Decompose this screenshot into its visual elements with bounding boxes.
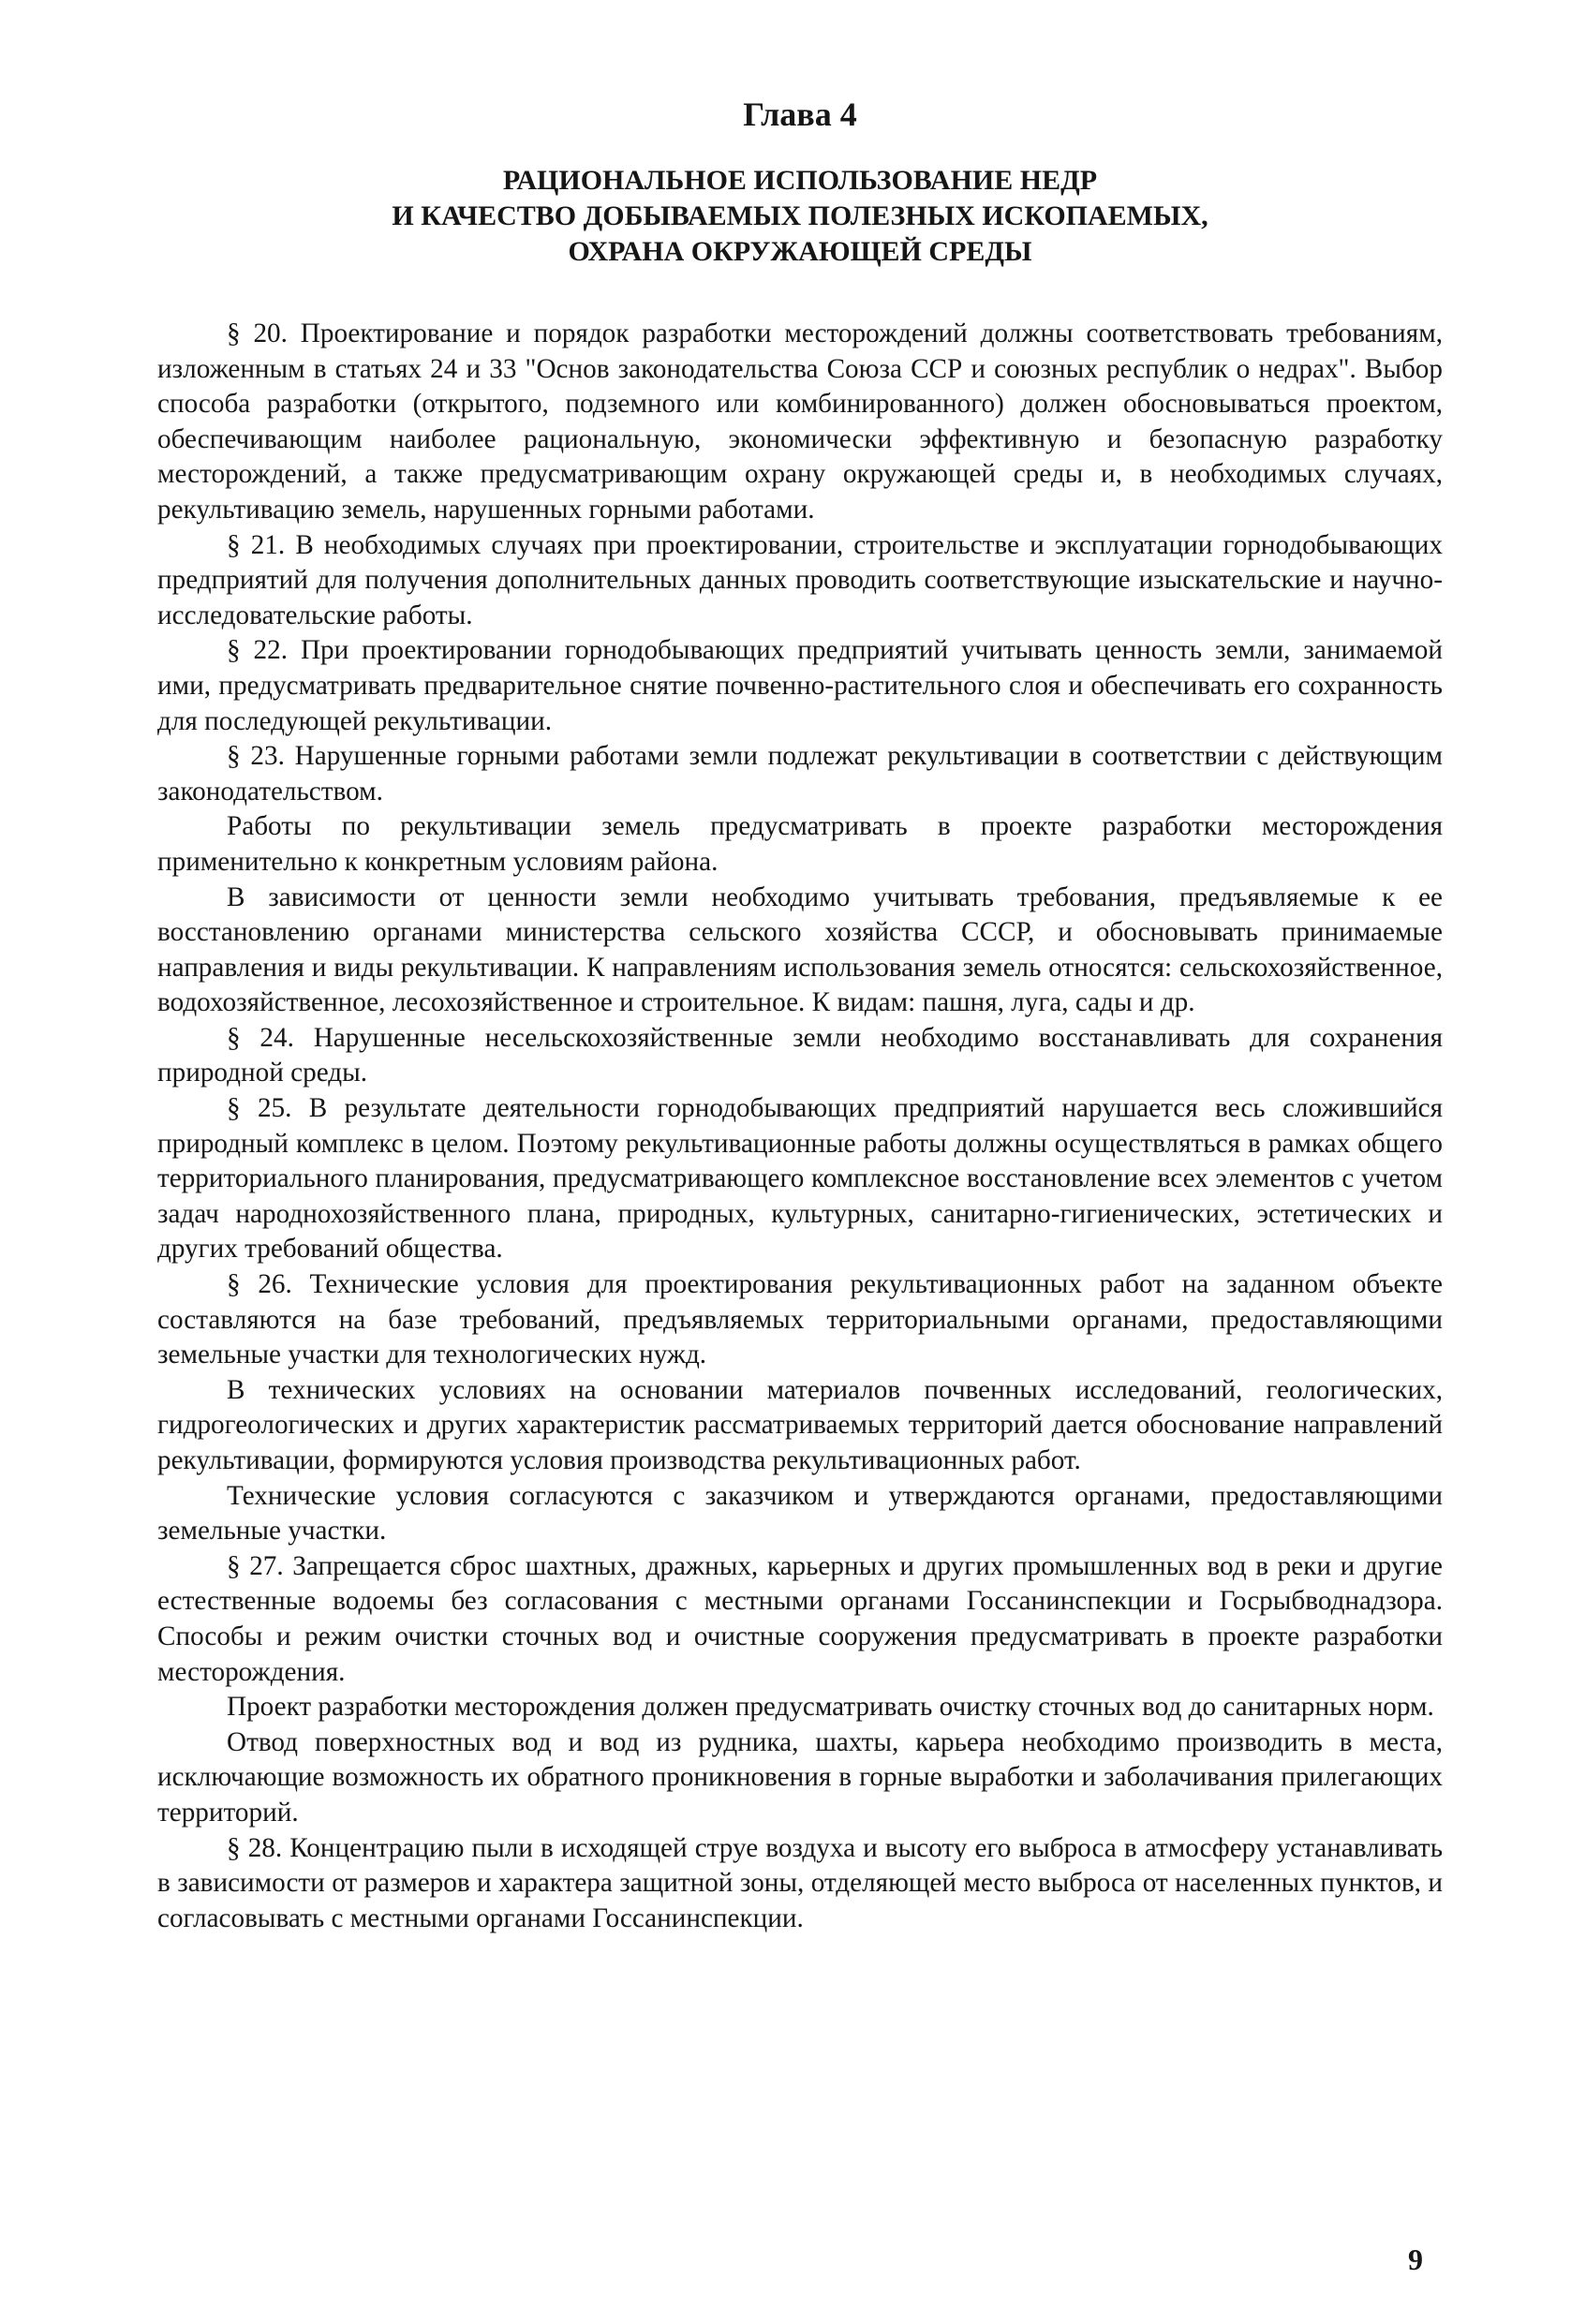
- heading-line: ОХРАНА ОКРУЖАЮЩЕЙ СРЕДЫ: [568, 236, 1032, 267]
- paragraph: Отвод поверхностных вод и вод из рудника, шахты, карьера необходимо производить в места, исключающие возможность их обратного проникновения в горные выработки и заболачивания прилегающих территорий.: [157, 1726, 1443, 1828]
- paragraph-section-27: § 27. Запрещается сброс шахтных, дражных, карьерных и других промышленных вод в реки и другие естественные водоемы без согласования с местными органами Госсанинспекции и Госрыбводнадзора. Способы и режим очистки сточных вод и очистные сооружения предусматривать в проекте разработки месторождения.: [157, 1550, 1443, 1687]
- paragraph: В зависимости от ценности земли необходимо учитывать требования, предъявляемые к ее восстановлению органами министерства сельского хозяйства СССР, и обосновывать принимаемые направления и виды рекультивации. К направлениям использования земель относятся: сельскохозяйственное, водохозяйственное, лесохозяйственное и строительное. К видам: пашня, луга, сады и др.: [157, 881, 1443, 1018]
- paragraph-section-26: § 26. Технические условия для проектирования рекультивационных работ на заданном объекте составляются на базе требований, предъявляемых территориальными органами, предоставляющими земельные участки для технологических нужд.: [157, 1269, 1443, 1370]
- heading-line: И КАЧЕСТВО ДОБЫВАЕМЫХ ПОЛЕЗНЫХ ИСКОПАЕМЫХ,: [392, 200, 1208, 231]
- paragraph: В технических условиях на основании материалов почвенных исследований, геологических, гидрогеологических и других характеристик рассматриваемых территорий дается обоснование направлений рекультивации, формируются условия производства рекультивационных работ.: [157, 1374, 1443, 1475]
- paragraph-section-20: § 20. Проектирование и порядок разработки месторождений должны соответствовать требованиям, изложенным в статьях 24 и 33 "Основ законодательства Союза ССР и союзных республик о недрах". Выбор способа разработки (открытого, подземного или комбинированного) должен обосновываться проектом, обеспечивающим наиболее рациональную, экономически эффективную и безопасную разработку месторождений, а также предусматривающим охрану окружающей среды и, в необходимых случаях, рекультивацию земель, нарушенных горными работами.: [157, 318, 1443, 525]
- document-page: [157, 94, 1443, 1936]
- chapter-title: Глава 4: [743, 96, 857, 133]
- heading-line: РАЦИОНАЛЬНОЕ ИСПОЛЬЗОВАНИЕ НЕДР: [502, 165, 1098, 196]
- paragraph-section-22: § 22. При проектировании горнодобывающих предприятий учитывать ценность земли, занимаемой ими, предусматривать предварительное снятие почвенно-растительного слоя и обеспечивать его сохранность для последующей рекультивации.: [157, 635, 1443, 736]
- chapter-heading: [157, 163, 1443, 270]
- paragraph-section-28: § 28. Концентрацию пыли в исходящей струе воздуха и высоту его выброса в атмосферу устанавливать в зависимости от размеров и характера защитной зоны, отделяющей место выброса от населенных пунктов, и согласовывать с местными органами Госсанинспекции.: [157, 1832, 1443, 1933]
- paragraph-section-25: § 25. В результате деятельности горнодобывающих предприятий нарушается весь сложившийся природный комплекс в целом. Поэтому рекультивационные работы должны осуществляться в рамках общего территориального планирования, предусматривающего комплексное восстановление всех элементов с учетом задач народнохозяйственного плана, природных, культурных, санитарно-гигиенических, эстетических и других требований общества.: [157, 1093, 1443, 1265]
- paragraph: Технические условия согласуются с заказчиком и утверждаются органами, предоставляющими земельные участки.: [157, 1480, 1443, 1547]
- paragraph-section-21: § 21. В необходимых случаях при проектировании, строительстве и эксплуатации горнодобывающих предприятий для получения дополнительных данных проводить соответствующие изыскательские и научно-исследовательские работы.: [157, 529, 1443, 630]
- paragraph: Проект разработки месторождения должен предусматривать очистку сточных вод до санитарных норм.: [227, 1692, 1434, 1723]
- page-number: 9: [1408, 2243, 1423, 2276]
- paragraph-section-23: § 23. Нарушенные горными работами земли подлежат рекультивации в соответствии с действующим законодательством.: [157, 741, 1443, 807]
- paragraph-section-24: § 24. Нарушенные несельскохозяйственные земли необходимо восстанавливать для сохранения природной среды.: [157, 1022, 1443, 1088]
- paragraph: Работы по рекультивации земель предусматривать в проекте разработки месторождения применительно к конкретным условиям района.: [157, 811, 1443, 877]
- body-text: [157, 317, 1443, 1936]
